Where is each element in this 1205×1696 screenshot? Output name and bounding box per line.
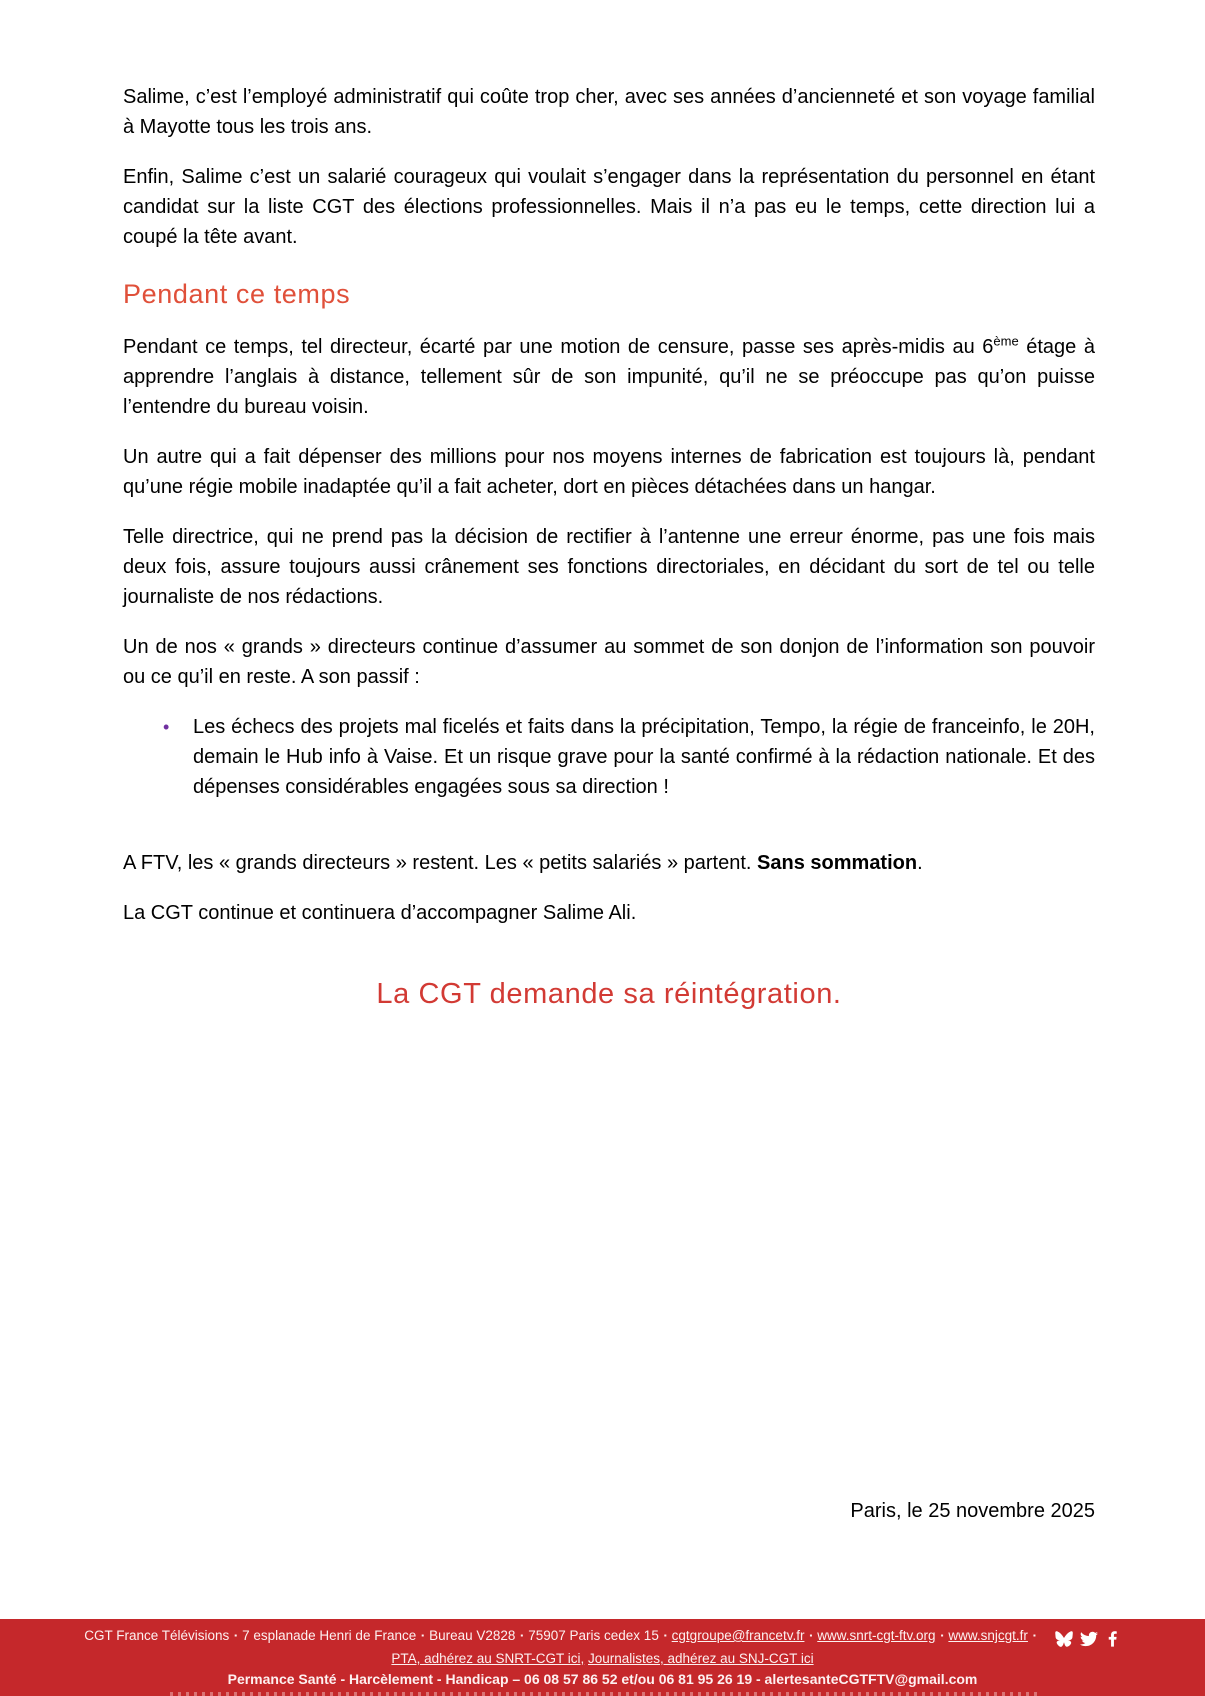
footer-site-link-snj[interactable]: www.snjcgt.fr	[948, 1628, 1028, 1643]
bullet-item	[123, 712, 1095, 802]
footer-email-link[interactable]: cgtgroupe@francetv.fr	[671, 1628, 805, 1643]
social-icons	[1048, 1629, 1121, 1649]
paragraph-autre: Un autre qui a fait dépenser des millions pour nos moyens internes de fabrication est toujours là, pendant qu’une régie mobile inadaptée qu’il a fait acheter, dort en pièces détachées dans un hangar.	[123, 446, 1095, 498]
footer-address-city: 75907 Paris cedex 15	[528, 1628, 659, 1643]
footer-join-line	[0, 1649, 1205, 1669]
separator-bullet: ▪	[940, 1631, 944, 1640]
bullet-text: Les échecs des projets mal ficelés et faits dans la précipitation, Tempo, la régie de franceinfo, le 20H, demain le Hub info à Vaise. Et un risque grave pour la santé confirmé à la rédaction nationale. Et des dépenses considérables engagées sous sa direction !	[193, 716, 1095, 798]
bold-emphasis: Sans sommation	[757, 852, 918, 874]
footer-site-link-snrt[interactable]: www.snrt-cgt-ftv.org	[817, 1628, 936, 1643]
bluesky-icon[interactable]	[1055, 1631, 1073, 1647]
footer-join-link-pta[interactable]: PTA, adhérez au SNRT-CGT ici,	[391, 1651, 585, 1666]
paragraph-salime-1: Salime, c’est l’employé administratif qui coûte trop cher, avec ses années d’ancienneté et son voyage familial à Mayotte tous les trois ans.	[123, 86, 1095, 138]
paragraph-grands: Un de nos « grands » directeurs continue d’assumer au sommet de son donjon de l’information son pouvoir ou ce qu’il en reste. A son passif :	[123, 636, 1095, 688]
separator-bullet: ▪	[663, 1631, 667, 1640]
footer-address-street: 7 esplanade Henri de France	[242, 1628, 417, 1643]
paragraph-directeur	[123, 332, 1095, 422]
paragraph-cgt-accompagne: La CGT continue et continuera d’accompagner Salime Ali.	[123, 902, 637, 924]
paragraph-text: Pendant ce temps, tel directeur, écarté par une motion de censure, passe ses après-midis au 6	[123, 336, 994, 358]
footer-health-line: Permance Santé - Harcèlement - Handicap – 06 08 57 86 52 et/ou 06 81 95 26 19 - alertesanteCGTFTV@gmail.com	[227, 1671, 978, 1687]
separator-bullet: ▪	[1032, 1631, 1036, 1640]
paragraph-aftv	[123, 848, 1095, 878]
separator-bullet: ▪	[234, 1631, 238, 1640]
footer-bar	[0, 1619, 1205, 1696]
section-heading: Pendant ce temps	[123, 279, 351, 309]
separator-bullet: ▪	[809, 1631, 813, 1640]
document-body	[123, 82, 1095, 1014]
paragraph-directrice: Telle directrice, qui ne prend pas la décision de rectifier à l’antenne une erreur énorme, pas une fois mais deux fois, assure toujours aussi crânement ses fonctions directoriales, en décidant du sort de tel ou telle journaliste de nos rédactions.	[123, 526, 1095, 608]
twitter-icon[interactable]	[1080, 1631, 1098, 1647]
dateline: Paris, le 25 novembre 2025	[850, 1500, 1095, 1522]
bullet-marker: •	[163, 717, 170, 737]
footer-address-office: Bureau V2828	[429, 1628, 516, 1643]
paragraph-salime-2: Enfin, Salime c’est un salarié courageux qui voulait s’engager dans la représentation du personnel en étant candidat sur la liste CGT des élections professionnelles. Mais il n’a pas eu le temps, cette direction lui a coupé la tête avant.	[123, 166, 1095, 248]
paragraph-text: A FTV, les « grands directeurs » restent. Les « petits salariés » partent.	[123, 852, 758, 874]
cutoff-text-line	[170, 1692, 1040, 1696]
footer-org-name: CGT France Télévisions	[84, 1628, 230, 1643]
facebook-icon[interactable]	[1105, 1631, 1121, 1647]
paragraph-text: .	[917, 852, 923, 874]
separator-bullet: ▪	[520, 1631, 524, 1640]
footer-join-link-journalistes[interactable]: Journalistes, adhérez au SNJ-CGT ici	[588, 1651, 814, 1666]
demand-statement: La CGT demande sa réintégration.	[376, 978, 842, 1010]
footer-contact-line	[0, 1626, 1205, 1649]
ordinal-superscript: ème	[993, 333, 1019, 349]
separator-bullet: ▪	[421, 1631, 425, 1640]
paragraph-text: étage à apprendre l’anglais à distance, tellement sûr de son impunité, qu’il ne se préoccupe pas qu’on puisse l’entendre du bureau voisin.	[123, 336, 1095, 418]
